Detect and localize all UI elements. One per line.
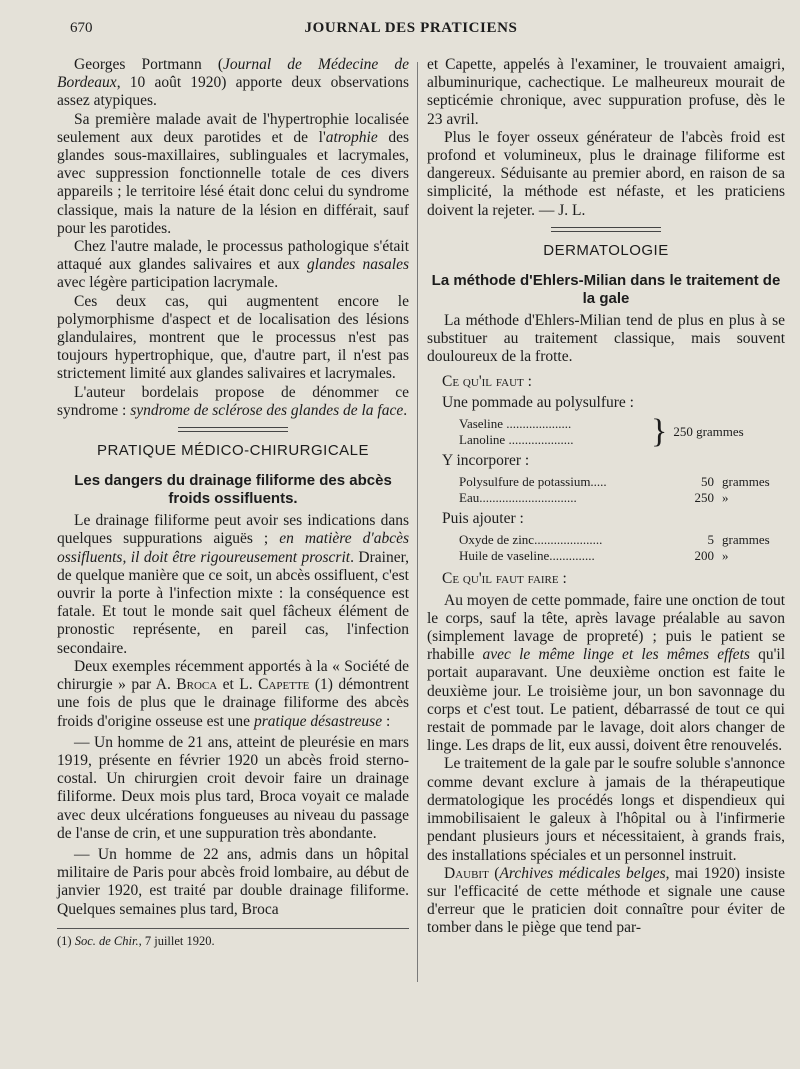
article-title: La méthode d'Ehlers-Milian dans le traitement de la gale — [431, 272, 781, 308]
rx-unit: » — [722, 548, 729, 564]
prescription-table — [459, 532, 785, 564]
rx-quantity: 5 — [707, 532, 714, 548]
rx-unit: » — [722, 490, 729, 506]
rx-ingredient: Lanoline .................... — [459, 432, 574, 448]
instruction-line: Une pommade au polysulfure : — [442, 393, 634, 411]
rx-ingredient: Eau.............................. — [459, 490, 577, 506]
journal-title: JOURNAL DES PRATICIENS — [304, 20, 518, 36]
paragraph: Ces deux cas, qui augmentent encore le polymorphisme d'aspect et de localisation des lésions glandulaires, montrent que le processus n'est pas toujours hypertrophique, que, d'autre part, il n'est pas strictement limité aux glandes salivaires et lacrymales. — [57, 292, 409, 383]
paragraph: Sa première malade avait de l'hypertrophie localisée seulement aux deux parotides et de l'atrophie des glandes sous-maxillaires, sublinguales et lacrymales, avec suppression fonctionnelle totale de ces divers appareils ; le territoire lésé était donc celui du syndrome classique, mais la nature de la lésion en différait, sauf pour les parotides. — [57, 110, 409, 237]
rx-ingredient: Vaseline .................... — [459, 416, 572, 432]
instruction-line: Y incorporer : — [442, 452, 530, 470]
brace-symbol: } — [651, 413, 668, 451]
prescription-table — [459, 413, 785, 451]
rx-ingredient: Huile de vaseline.............. — [459, 548, 595, 564]
subheading: Ce qu'il faut : — [442, 372, 532, 390]
paragraph: Plus le foyer osseux générateur de l'abcès froid est profond et volumineux, plus le drainage filiforme est dangereux. Séduisante au premier abord, en raison de sa simplicité, la méthode est néfaste, et les praticiens doivent la rejeter. — J. L. — [427, 128, 785, 219]
prescription-table — [459, 474, 785, 506]
paragraph: Daubit (Archives médicales belges, mai 1920) insiste sur l'efficacité de cette méthode et signale une cause d'erreur que le praticien doit connaître pour éviter de tomber dans le piège que tend par- — [427, 864, 785, 937]
footnote-rule — [57, 928, 409, 929]
article-title: Les dangers du drainage filiforme des abcès froids ossifluents. — [74, 472, 392, 508]
paragraph: La méthode d'Ehlers-Milian tend de plus en plus à se substituer au traitement classique, mais souvent douloureux de la frotte. — [427, 312, 785, 366]
subheading: Ce qu'il faut faire : — [442, 570, 567, 588]
paragraph: Le traitement de la gale par le soufre soluble s'annonce comme devant exclure à jamais de la thérapeutique dermatologique les procédés longs et dispendieux qui immobilisaient le galeux à l'hôpital ou à l'infirmerie pendant plusieurs jours et nécessitaient, à grands frais, des installations spéciales et un personnel instruit. — [427, 755, 785, 864]
rx-ingredient: Oxyde de zinc..................... — [459, 532, 603, 548]
right-column — [427, 56, 785, 938]
left-column — [57, 56, 409, 950]
case-report: — Un homme de 21 ans, atteint de pleurésie en mars 1919, présente en février 1920 un abcès froid sterno-costal. Un chirurgien croit devoir faire un drainage filiforme. Deux mois plus tard, Broca voyait ce malade avec deux ulcérations fongueuses au niveau du passage de l'anse de crin, et une suppuration très abondante. — [57, 733, 409, 842]
rx-unit: grammes — [722, 474, 770, 490]
page-header — [50, 14, 772, 38]
instruction-line: Puis ajouter : — [442, 510, 524, 528]
paragraph: Chez l'autre malade, le processus pathologique s'était attaqué aux glandes salivaires et aux glandes nasales avec légère participation lacrymale. — [57, 238, 409, 292]
page-number: 670 — [70, 20, 93, 36]
section-title: DERMATOLOGIE — [543, 241, 669, 259]
rx-quantity: 250 — [694, 490, 714, 506]
case-report: — Un homme de 22 ans, admis dans un hôpital militaire de Paris pour abcès froid lombaire, au début de janvier 1920, est traité par double drainage filiforme. Quelques semaines plus tard, Broca — [57, 845, 409, 918]
footnote: (1) Soc. de Chir., 7 juillet 1920. — [57, 933, 215, 948]
section-separator — [178, 427, 288, 432]
rx-unit: grammes — [722, 532, 770, 548]
section-separator — [551, 227, 661, 232]
rx-quantity: 200 — [694, 548, 714, 564]
paragraph: L'auteur bordelais propose de dénommer ce syndrome : syndrome de sclérose des glandes de la face. — [57, 383, 409, 419]
paragraph: Deux exemples récemment apportés à la « Société de chirurgie » par A. Broca et L. Capette (1) démontrent une fois de plus que le drainage filiforme des abcès froids d'origine osseuse est une pratique désastreuse : — [57, 657, 410, 730]
rx-ingredient: Polysulfure de potassium..... — [459, 474, 607, 490]
paragraph: Georges Portmann (Journal de Médecine de Bordeaux, 10 août 1920) apporte deux observations assez atypiques. — [57, 56, 409, 110]
rx-quantity: 250 grammes — [673, 424, 744, 440]
paragraph: et Capette, appelés à l'examiner, le trouvaient amaigri, albuminurique, cachectique. Le malheureux mourait de septicémie chronique, avec suppuration profuse, dès le 23 avril. — [427, 56, 785, 128]
column-divider — [417, 62, 418, 982]
paragraph: Au moyen de cette pommade, faire une onction de tout le corps, sauf la tête, après lavage préalable au savon (simplement lavage de propreté) ; puis le patient se rhabille avec le même linge et les mêmes effets qu'il portait auparavant. Une deuxième onction est faite le deuxième jour. Le troisième jour, un bon savonnage du corps et c'est tout. Le patient, débarrassé de tout ce qui restait de pommade par le lavage, doit alors changer de linge. Les draps de lit, eux aussi, doivent être renouvelés. — [427, 591, 786, 755]
paragraph: Le drainage filiforme peut avoir ses indications dans quelques suppurations aiguës ; en matière d'abcès ossifluents, il doit être rigoureusement proscrit. Drainer, de quelque manière que ce soit, un abcès ossifluent, c'est ouvrir la porte à l'infection mixte : la conséquence est fatale. Et tout le monde sait quel fâcheux élément de pronostic représente, en pareil cas, l'infection secondaire. — [57, 512, 409, 657]
rx-quantity: 50 — [701, 474, 714, 490]
section-title: PRATIQUE MÉDICO-CHIRURGICALE — [96, 442, 370, 460]
